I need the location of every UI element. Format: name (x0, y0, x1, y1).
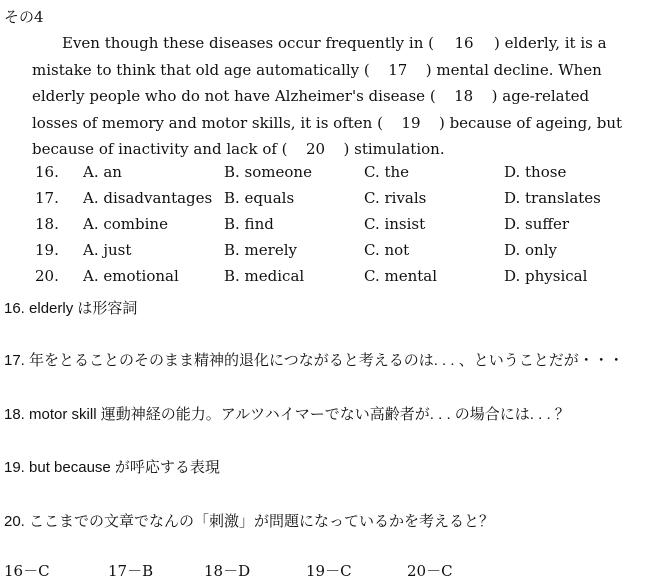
passage (32, 30, 622, 163)
question-number: 20. (35, 267, 59, 285)
option-c: C. insist (364, 215, 426, 233)
passage-line: Even though these diseases occur frequently in ( 16 ) elderly, it is a (32, 30, 622, 57)
section-title: その4 (4, 8, 44, 26)
option-d: D. only (504, 241, 557, 259)
passage-line: elderly people who do not have Alzheimer's disease ( 18 ) age-related (32, 83, 622, 110)
option-b: B. merely (224, 241, 297, 259)
option-b: B. medical (224, 267, 305, 285)
option-d: D. those (504, 163, 567, 181)
option-b: B. someone (224, 163, 312, 181)
note-19: 19. but because が呼応する表現 (4, 459, 220, 476)
answer-20: 20－C (407, 562, 453, 580)
blank-19: 19 (401, 113, 421, 132)
passage-line: because of inactivity and lack of ( 20 ) stimulation. (32, 136, 622, 163)
answer-19: 19－C (306, 562, 352, 580)
note-16: 16. elderly は形容詞 (4, 300, 138, 317)
answer-16: 16－C (4, 562, 50, 580)
note-18: 18. motor skill 運動神経の能力。アルツハイマーでない高齢者が. . . の場合には. . . ？ (4, 406, 570, 423)
option-c: C. the (364, 163, 410, 181)
question-number: 17. (35, 189, 59, 207)
option-d: D. physical (504, 267, 588, 285)
blank-18: 18 (454, 87, 474, 105)
option-a: A. emotional (83, 267, 179, 285)
option-a: A. an (83, 163, 122, 181)
note-20: 20. ここまでの文章でなんの「刺激」が問題になっているかを考えると？ (4, 513, 495, 530)
option-c: C. mental (364, 267, 438, 285)
question-number: 18. (35, 215, 59, 233)
question-number: 16. (35, 163, 59, 181)
option-c: C. rivals (364, 189, 427, 207)
option-d: D. translates (504, 189, 601, 207)
option-c: C. not (364, 241, 410, 259)
answer-18: 18－D (204, 562, 251, 580)
option-b: B. equals (224, 189, 295, 207)
option-d: D. suffer (504, 215, 570, 233)
passage-line: mistake to think that old age automatically ( 17 ) mental decline. When (32, 57, 622, 84)
note-17: 17. 年をとることのそのまま精神的退化につながると考えるのは. . . 、ということだが・・・ (4, 352, 624, 369)
answer-17: 17－B (108, 562, 154, 580)
option-b: B. find (224, 215, 274, 233)
question-number: 19. (35, 241, 59, 259)
blank-16: 16 (454, 34, 474, 52)
blank-20: 20 (305, 140, 326, 158)
passage-line: losses of memory and motor skills, it is often ( 19 ) because of ageing, but (32, 110, 622, 137)
option-a: A. combine (83, 215, 168, 233)
option-a: A. just (83, 241, 132, 259)
option-a: A. disadvantages (83, 189, 213, 207)
blank-17: 17 (388, 60, 408, 79)
